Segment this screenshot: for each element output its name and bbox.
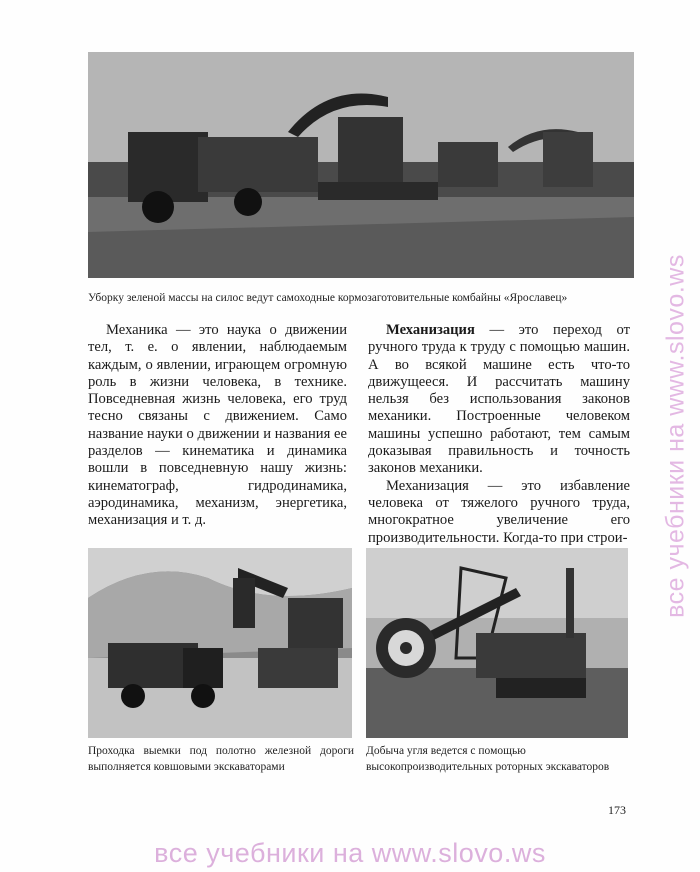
right-text-column	[368, 322, 630, 547]
bucket-excavators-photo	[88, 548, 352, 738]
photo-caption-bottom-left: Проходка выемки под полотно железной дороги выполняется ковшовыми экскаваторами	[88, 745, 354, 773]
side-watermark-text: все учебники на www.slovo.ws	[661, 254, 690, 618]
left-text-column	[88, 322, 347, 530]
page-number: 173	[608, 803, 626, 817]
term-mechanization: Механизация	[386, 322, 475, 338]
right-paragraph-1-text: — это переход от ручного труда к труду с помощью машин. А во всякой машине есть что-то движущееся. И рассчитать машину нельзя без использования законов механики. Построенные человеком машины успешно работают, тем самым доказывая правильность и точность законов механики.	[368, 322, 630, 477]
photo-caption-bottom-right: Добыча угля ведется с помощью высокопроизводительных роторных экскаваторов	[366, 745, 610, 773]
silage-harvesters-photo	[88, 52, 634, 278]
bottom-watermark: все учебники на www.slovo.ws	[154, 838, 546, 868]
right-paragraph-1	[368, 322, 630, 478]
left-paragraph: Механика — это наука о движении тел, т. е. о явлении, наблюдаемым каждым, о явлении, играющем огромную роль в жизни человека, в технике. Повседневная жизнь человека, его труд тесно связаны с движением. Само название науки о движении и названия ее разделов — кинематика и динамика вошли в повседневную нашу жизнь: кинематограф, гидродинамика, аэродинамика, механизм, энергетика, механизация и т. д.	[88, 322, 347, 529]
side-watermark	[661, 254, 690, 618]
photo-caption-top: Уборку зеленой массы на силос ведут самоходные кормозаготовительные комбайны «Ярославец»	[88, 292, 568, 304]
rotary-excavator-photo	[366, 548, 628, 738]
right-paragraph-2: Механизация — это избавление человека от тяжелого ручного труда, многократное увеличение его производительности. Когда-то при строи-	[368, 477, 630, 546]
